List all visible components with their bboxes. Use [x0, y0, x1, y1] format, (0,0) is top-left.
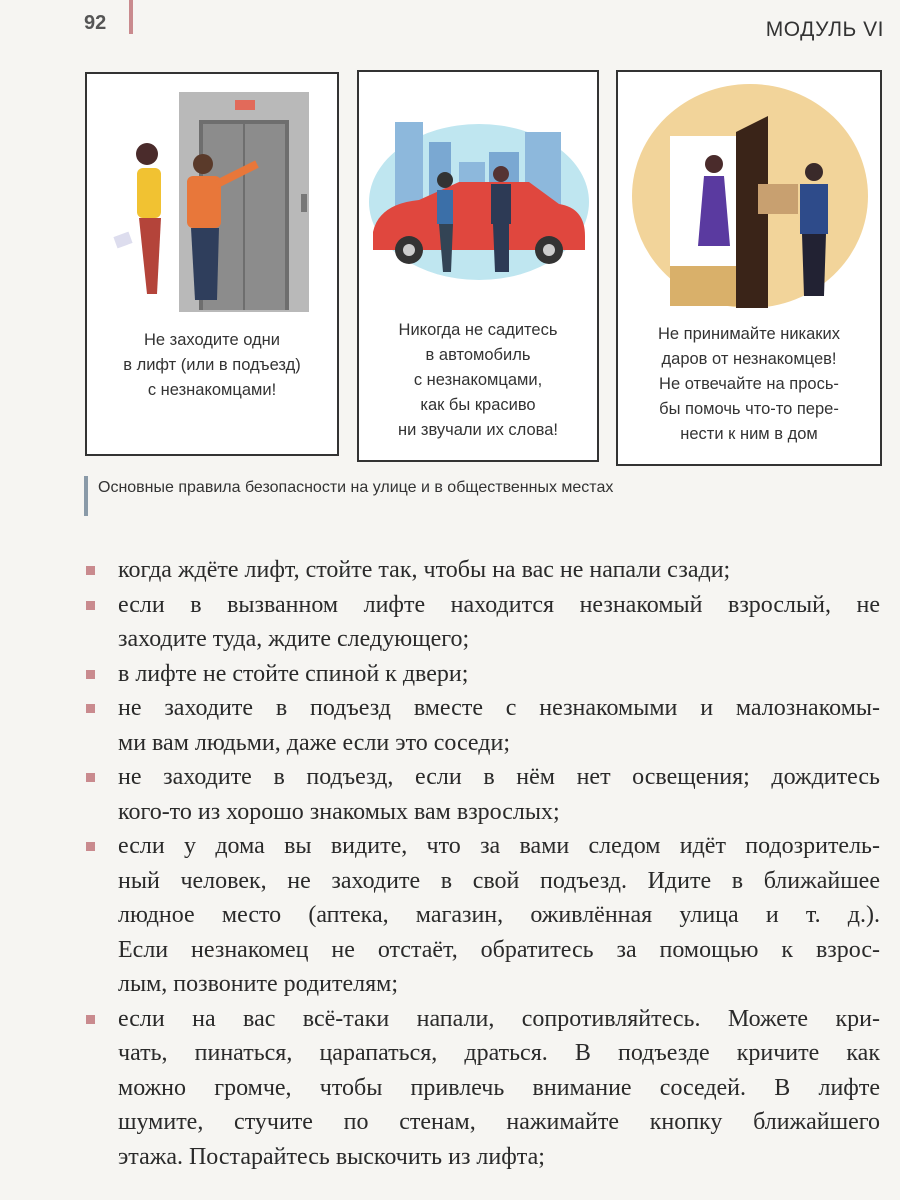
list-item-line: можно громче, чтобы привлечь внимание соседей. В лифте — [118, 1074, 880, 1101]
figure-caption: Основные правила безопасности на улице и в общественных местах — [84, 476, 613, 516]
list-item-line: шумите, стучите по стенам, нажимайте кнопку ближайшего — [118, 1109, 880, 1135]
illustration-panel-car — [357, 70, 599, 462]
list-item — [84, 1002, 880, 1175]
list-item-line: лым, позвоните родителям; — [118, 971, 398, 997]
panel-caption-line: как бы красиво — [420, 396, 536, 414]
list-item-line: когда ждёте лифт, стойте так, чтобы на вас не напали сзади; — [118, 557, 731, 583]
list-item-line: если в вызванном лифте находится незнакомый взрослый, не — [118, 591, 880, 618]
list-item-line: чать, пинаться, царапаться, драться. В подъезде кричите как — [118, 1040, 880, 1066]
elevator-illustration — [87, 84, 337, 314]
list-item-line: людное место (аптека, магазин, оживлённая улица и т. д.). — [118, 902, 880, 928]
panel-caption-line: даров от незнакомцев! — [661, 350, 837, 368]
module-title: МОДУЛЬ VI — [765, 18, 884, 41]
list-item-line: не заходите в подъезд, если в нём нет освещения; дождитесь — [118, 764, 880, 790]
panel-caption-line: ни звучали их слова! — [398, 421, 558, 439]
panel-caption-line: Не принимайте никаких — [658, 325, 840, 343]
bullet-icon — [86, 704, 95, 713]
page-number: 92 — [84, 12, 107, 34]
car-illustration — [359, 92, 599, 292]
safety-rules-list — [84, 553, 880, 1174]
list-item-line: этажа. Постарайтесь выскочить из лифта; — [118, 1143, 545, 1170]
panel-caption-line: с незнакомцами! — [147, 381, 277, 399]
list-item-line: Если незнакомец не отстаёт, обратитесь за помощью к взрос- — [118, 936, 880, 963]
bullet-icon — [86, 773, 95, 782]
illustration-panel-door — [616, 70, 882, 466]
list-item-line: если на вас всё-таки напали, сопротивляйтесь. Можете кри- — [118, 1005, 880, 1032]
bullet-icon — [86, 601, 95, 610]
bullet-icon — [86, 670, 95, 679]
list-item-line: заходите туда, ждите следующего; — [118, 626, 470, 652]
list-item-line: если у дома вы видите, что за вами следом идёт подозритель- — [118, 833, 880, 859]
list-item — [84, 760, 880, 829]
panel-caption-line: Не заходите одни — [143, 331, 281, 349]
page-number-bar — [129, 0, 133, 34]
list-item-line: ми вам людьми, даже если это соседи; — [118, 729, 510, 756]
panel-caption-line: нести к ним в дом — [680, 425, 818, 443]
bullet-icon — [86, 566, 95, 575]
bullet-icon — [86, 842, 95, 851]
list-item — [84, 588, 880, 657]
panel-caption-line: с незнакомцами, — [413, 371, 543, 389]
panel-caption-line: бы помочь что-то пере- — [659, 400, 839, 418]
panel-caption-line: Никогда не садитесь — [398, 321, 558, 339]
illustration-panel-elevator — [85, 72, 339, 456]
list-item — [84, 691, 880, 760]
list-item-line: кого-то из хорошо знакомых вам взрослых; — [118, 798, 560, 825]
door-illustration — [618, 76, 880, 316]
list-item — [84, 657, 880, 692]
list-item — [84, 829, 880, 1002]
bullet-icon — [86, 1015, 95, 1024]
panel-caption-line: в лифт (или в подъезд) — [123, 356, 301, 374]
panel-caption-line: Не отвечайте на прось- — [659, 375, 839, 393]
list-item-line: ный человек, не заходите в свой подъезд. Идите в ближайшее — [118, 867, 880, 894]
panel-caption-line: в автомобиль — [425, 346, 531, 364]
list-item-line: в лифте не стойте спиной к двери; — [118, 660, 469, 687]
list-item — [84, 553, 880, 588]
list-item-line: не заходите в подъезд вместе с незнакомыми и малознакомы- — [118, 695, 880, 721]
